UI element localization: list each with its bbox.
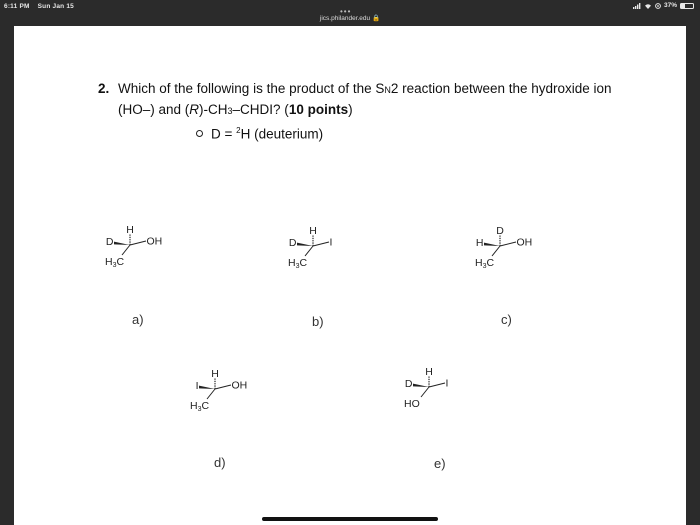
atom-bottom: H3C — [105, 256, 125, 269]
question-text: Which of the following is the product of the SN2 reaction between the hydroxide ion (HO–) and (R)-CH3–CHDI? (10 points) — [118, 81, 612, 117]
wedge-bond-left — [297, 243, 313, 246]
signal-icon — [633, 3, 641, 9]
molecule-structure-a — [95, 225, 175, 285]
status-date: Sun Jan 15 — [37, 3, 74, 10]
choice-label: a) — [132, 312, 144, 327]
atom-right: OH — [516, 236, 533, 249]
status-left — [4, 3, 80, 10]
atom-right: I — [329, 236, 333, 249]
molecule-structure-b — [278, 226, 358, 286]
atom-top: D — [496, 225, 504, 237]
atom-left: H — [475, 237, 484, 249]
bond-bottom — [207, 389, 215, 399]
wedge-bond-left — [413, 384, 429, 387]
atom-bottom: H3C — [475, 257, 495, 270]
bond-right — [313, 242, 329, 246]
battery-fill — [681, 4, 685, 8]
atom-top: H — [309, 225, 317, 237]
question-number: 2. — [98, 81, 110, 96]
choice-label: b) — [312, 314, 324, 329]
multitasking-dots[interactable]: ••• — [340, 7, 352, 16]
atom-top: H — [211, 368, 219, 380]
atom-right: I — [445, 377, 449, 390]
bond-bottom — [305, 246, 313, 256]
wedge-bond-left — [114, 242, 130, 245]
home-indicator[interactable] — [262, 517, 438, 521]
bond-right — [429, 383, 445, 387]
bond-bottom — [122, 245, 130, 255]
deuterium-note: D = $^2$H (deuterium) — [196, 126, 323, 142]
wifi-icon — [644, 3, 652, 9]
atom-left: I — [195, 380, 199, 392]
location-icon — [655, 3, 661, 9]
atom-left: D — [288, 237, 297, 249]
battery-percent: 37% — [663, 2, 677, 9]
choice-label: c) — [501, 312, 512, 327]
atom-left: D — [404, 378, 413, 390]
molecule-structure-c — [465, 226, 545, 286]
atom-top: H — [126, 224, 134, 236]
bond-right — [130, 241, 146, 245]
bond-right — [500, 242, 516, 246]
choice-label: e) — [434, 456, 446, 471]
wedge-bond-left — [199, 386, 215, 389]
bullet-circle-icon — [196, 130, 203, 137]
bond-bottom — [492, 246, 500, 256]
url-bar[interactable] — [300, 14, 400, 22]
molecule-structure-e — [394, 367, 474, 427]
url-text: jics.philander.edu — [319, 15, 371, 22]
battery-icon — [680, 3, 694, 9]
status-right — [633, 2, 694, 9]
atom-left: D — [105, 236, 114, 248]
lock-icon: 🔒 — [371, 15, 381, 22]
bond-right — [215, 385, 231, 389]
molecule-structure-d — [180, 369, 260, 429]
points-label: 10 points — [288, 102, 349, 117]
choice-label: d) — [214, 455, 226, 470]
bond-bottom — [421, 387, 429, 397]
wedge-bond-left — [484, 243, 500, 246]
atom-bottom: H3C — [288, 257, 308, 270]
atom-bottom: H3C — [190, 400, 210, 413]
status-time: 6:11 PM — [4, 3, 30, 10]
atom-bottom: HO — [404, 398, 420, 410]
atom-right: OH — [231, 379, 248, 392]
question-block — [98, 79, 618, 121]
atom-top: H — [425, 366, 433, 378]
atom-right: OH — [146, 235, 163, 248]
